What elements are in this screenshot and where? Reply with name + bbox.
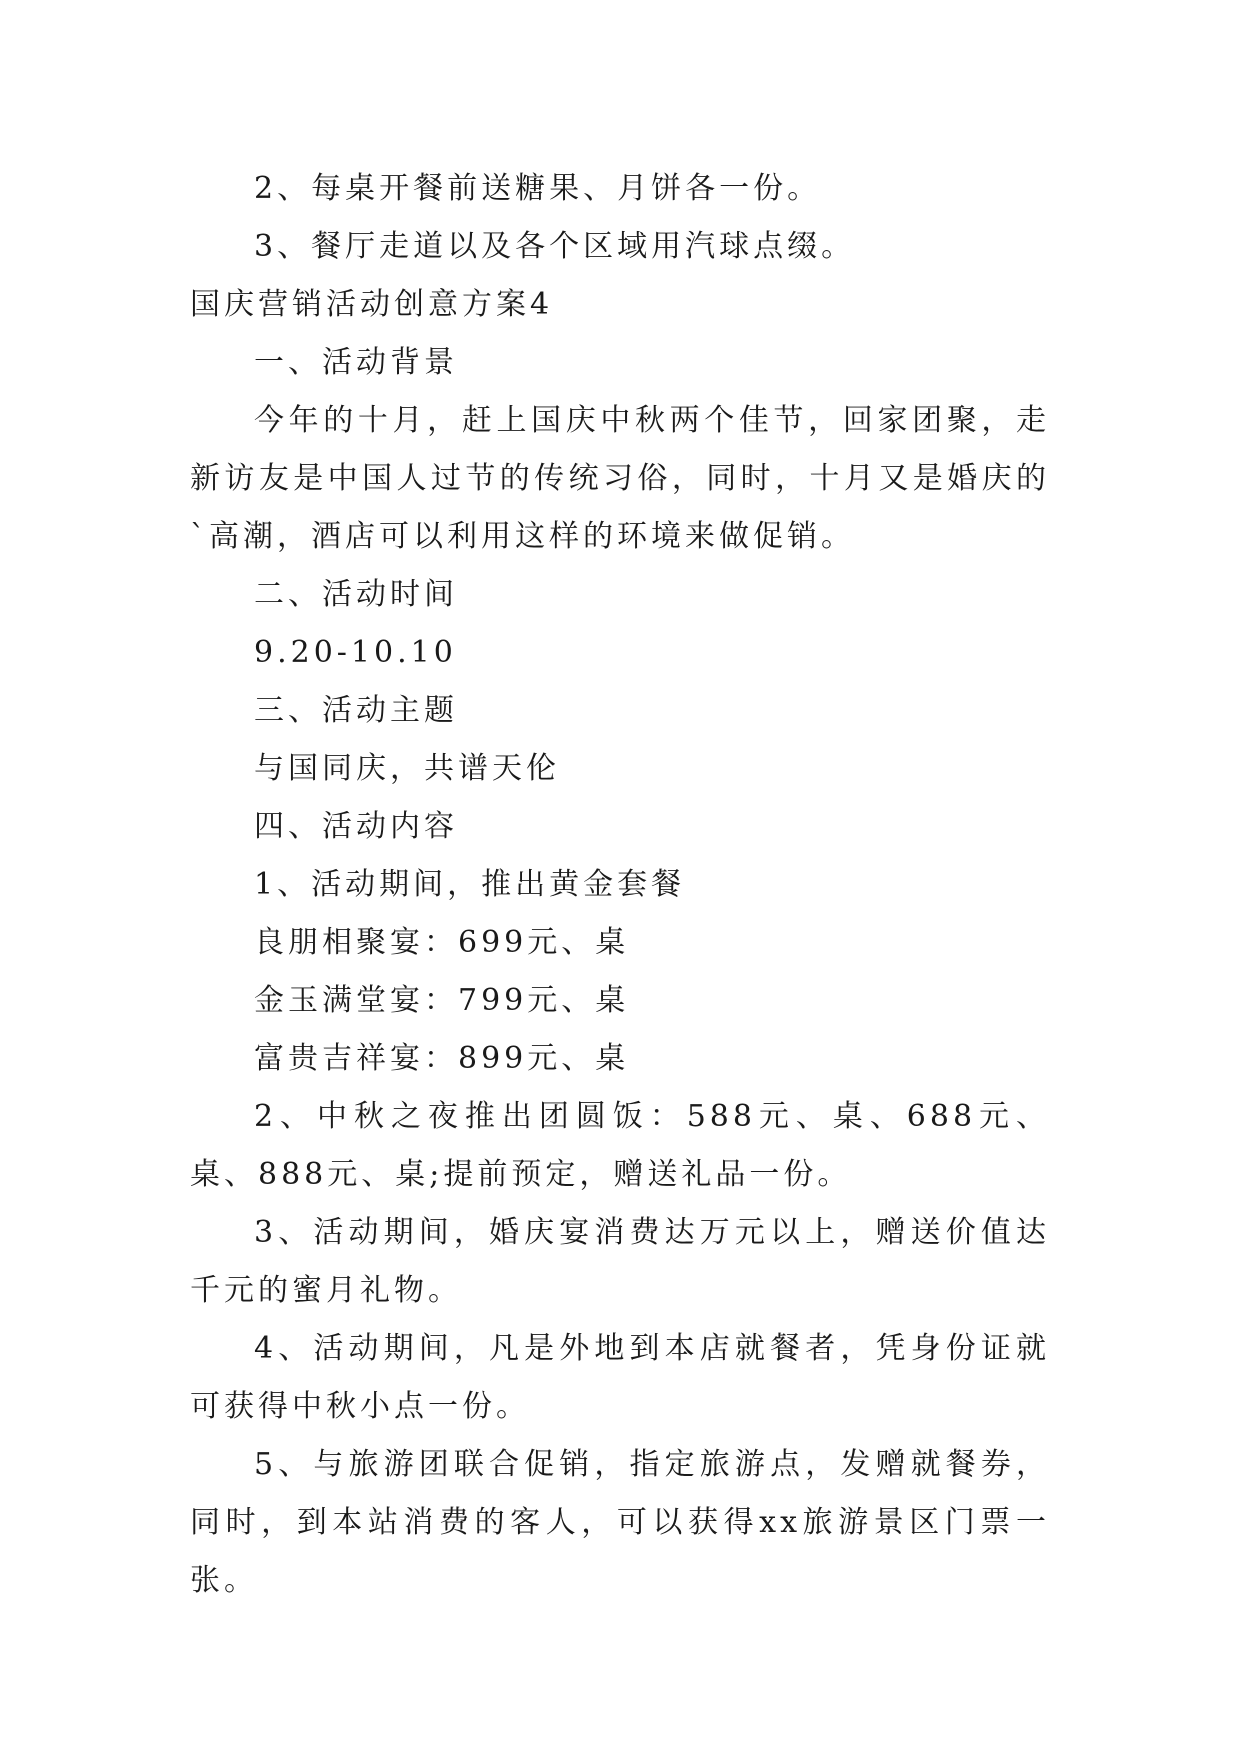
paragraph-background: 今年的十月，赶上国庆中秋两个佳节，回家团聚，走新访友是中国人过节的传统习俗，同时，十月又是婚庆的`高潮，酒店可以利用这样的环境来做促销。 <box>190 403 1050 554</box>
paragraph-item-4: 4、活动期间，凡是外地到本店就餐者，凭身份证就可获得中秋小点一份。 <box>190 1331 1050 1424</box>
text-package-2: 金玉满堂宴：799元、桌 <box>254 983 630 1018</box>
text-package-1: 良朋相聚宴：699元、桌 <box>254 925 630 960</box>
section-title: 国庆营销活动创意方案4 <box>190 287 554 322</box>
paragraph-item-5: 5、与旅游团联合促销，指定旅游点，发赠就餐券，同时，到本站消费的客人，可以获得xx旅游景区门票一张。 <box>190 1447 1050 1598</box>
document-body <box>190 160 1050 1610</box>
text-content-item-1: 1、活动期间，推出黄金套餐 <box>254 867 686 902</box>
heading-time: 二、活动时间 <box>254 577 458 612</box>
heading-theme: 三、活动主题 <box>254 693 458 728</box>
text-date-range: 9.20-10.10 <box>254 635 457 670</box>
paragraph-item-2: 2、中秋之夜推出团圆饭：588元、桌、688元、桌、888元、桌;提前预定，赠送礼品一份。 <box>190 1099 1050 1192</box>
paragraph-item-3: 3、活动期间，婚庆宴消费达万元以上，赠送价值达千元的蜜月礼物。 <box>190 1215 1050 1308</box>
text-line-item-3: 3、餐厅走道以及各个区域用汽球点缀。 <box>254 229 856 264</box>
text-theme: 与国同庆，共谱天伦 <box>254 751 560 786</box>
heading-background: 一、活动背景 <box>254 345 458 380</box>
heading-content: 四、活动内容 <box>254 809 458 844</box>
text-line-item-2: 2、每桌开餐前送糖果、月饼各一份。 <box>254 171 822 206</box>
text-package-3: 富贵吉祥宴：899元、桌 <box>254 1041 630 1076</box>
